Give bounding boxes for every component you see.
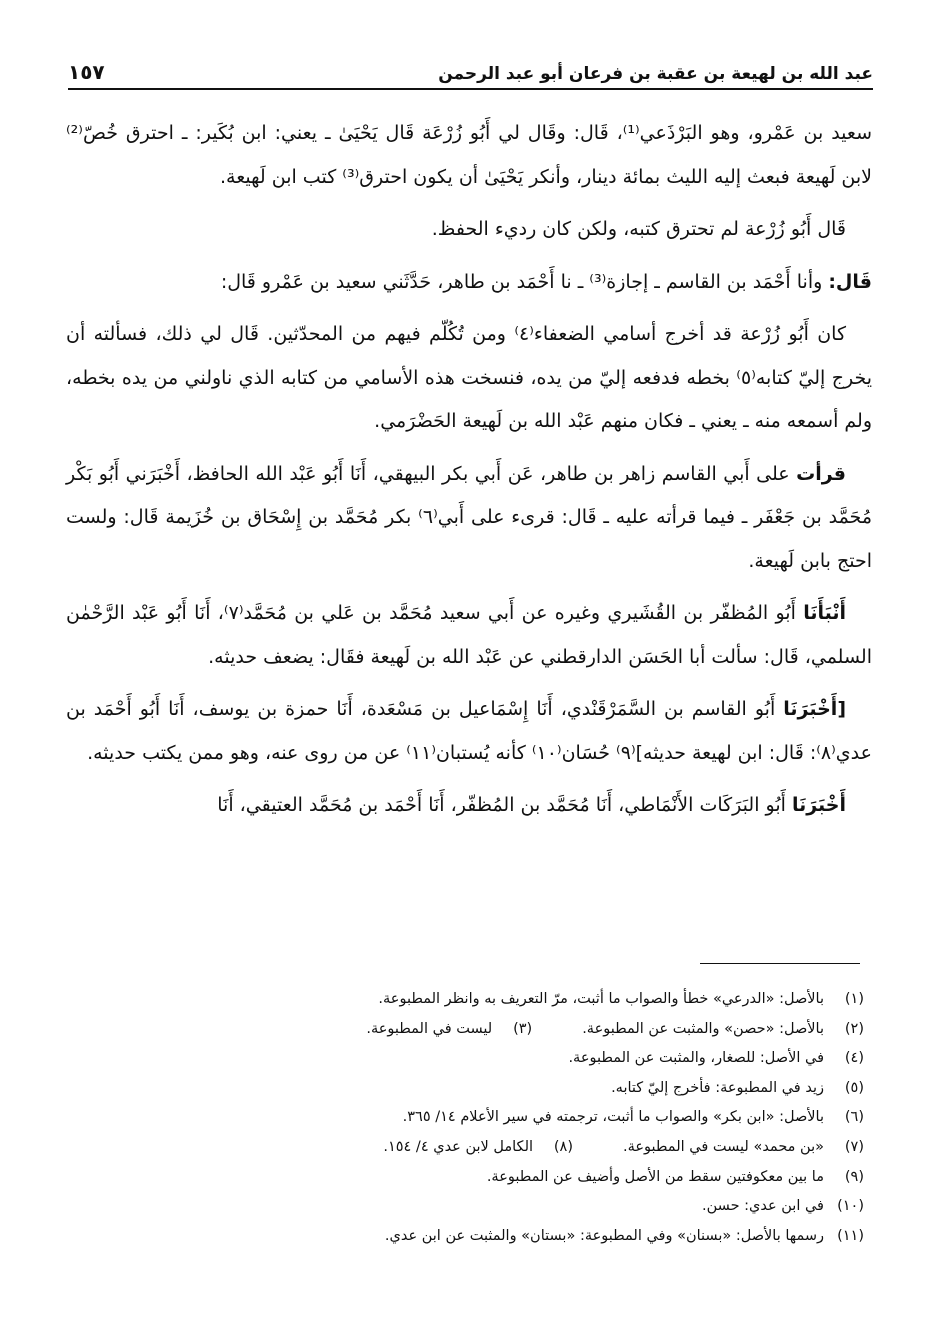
footnotes (150, 985, 864, 1251)
paragraph-6 (66, 592, 872, 679)
paragraph-3-text: وأنا أَحْمَد بن القاسم ـ إجازة⁽³⁾ ـ نا أَحْمَد بن طاهر، حَدَّثَني سعيد بن عَمْرو قَال: (220, 270, 829, 293)
page-header (68, 52, 873, 84)
footnote-number: (٨) (553, 1138, 574, 1155)
footnote-11 (150, 1222, 864, 1252)
footnote-separator (700, 963, 860, 964)
footnote-text: في ابن عدي: حسن. (702, 1198, 824, 1215)
paragraph-5-text: على أَبي القاسم زاهر بن طاهر، عَن أَبي بكر البيهقي، أَنَا أَبُو عَبْد الله الحافظ، أَخْبَرَني أَبُو بَكْر مُحَمَّد بن جَعْفَر ـ فيما قرأته عليه ـ قَال: قرىء على أَبي⁽٦⁾ بكر مُحَمَّد بن إِسْحَاق بن خُزَيمة قَال: ولست احتج بابن لَهيعة. (66, 462, 872, 572)
footnote-9 (150, 1163, 864, 1193)
footnote-number: (١١) (837, 1227, 864, 1244)
footnote-2 (150, 1015, 864, 1045)
main-text (66, 112, 872, 837)
footnote-number: (٢) (844, 1020, 864, 1037)
footnote-number: (٣) (513, 1020, 533, 1037)
footnote-text: بالأصل: «الدرعي» خطأ والصواب ما أثبت، مرّ التعريف به وانظر المطبوعة. (378, 991, 824, 1007)
footnote-text: «بن محمد» ليست في المطبوعة. (623, 1138, 824, 1155)
paragraph-8-text: أَبُو البَرَكَات الأَنْمَاطي، أَنَا مُحَمَّد بن المُظفّر، أَنَا أَحْمَد بن مُحَمَّد العتيقي، أَنَا (217, 794, 792, 816)
paragraph-5 (66, 453, 872, 584)
footnote-number: (٧) (844, 1138, 864, 1155)
paragraph-3 (66, 261, 872, 305)
footnote-5 (150, 1074, 864, 1104)
footnote-10 (150, 1192, 864, 1222)
footnote-number: (٩) (844, 1168, 864, 1185)
paragraph-7-text: أَبُو القاسم بن السَّمَرْقَنْدي، أَنَا إِسْمَاعيل بن مَسْعَدة، أَنَا حمزة بن يوسف، أَنَا أَبُو أَحْمَد بن عدي⁽٨⁾: قَال: ابن لهيعة حديثه]⁽٩⁾ حُسَان⁽١٠⁾ كأنه يُستبان⁽١١⁾ عن من روى عنه، وهو ممن يكتب حديثه. (66, 698, 872, 764)
footnote-6 (150, 1103, 864, 1133)
paragraph-7-lead: [أَخْبَرَنَا (783, 698, 846, 720)
paragraph-1: سعيد بن عَمْرو، وهو البَرْذَعي⁽¹⁾، قَال: وقَال لي أَبُو زُرْعَة قَال يَحْيَىٰ ـ يعني: ابن بُكَير: ـ احترق خُصّ⁽²⁾ لابن لَهيعة فبعث إليه الليث بمائة دينار، وأنكر يَحْيَىٰ أن يكون احترق⁽³⁾ كتب ابن لَهيعة. (66, 122, 872, 188)
footnote-number: (١٠) (837, 1198, 864, 1215)
footnote-text: زيد في المطبوعة: فأخرج إليّ كتابه. (611, 1079, 824, 1096)
paragraph-5-lead: قرأت (796, 462, 846, 485)
footnote-text: في الأصل: للصغار، والمثبت عن المطبوعة. (568, 1050, 824, 1067)
footnote-7 (150, 1133, 864, 1163)
paragraph-7 (66, 688, 872, 775)
paragraph-6-lead: أَنْبَأَنَا (803, 602, 847, 624)
footnote-number: (١) (844, 991, 864, 1007)
paragraph-8 (66, 784, 872, 828)
paragraph-4: كان أَبُو زُرْعة قد أخرج أسامي الضعفاء⁽٤⁾ ومن تُكُلّم فيهم من المحدّثين. قَال لي ذلك، فسألته أن يخرج إليّ كتابه⁽٥⁾ بخطه فدفعه إليّ من يده، فنسخت هذه الأسامي من كتابه الذي ناولني من يده بخطه، ولم أسمعه منه ـ يعني ـ فكان منهم عَبْد الله بن لَهيعة الحَضْرَمي. (66, 323, 872, 432)
footnote-text: رسمها بالأصل: «بسنان» وفي المطبوعة: «بستان» والمثبت عن ابن عدي. (384, 1227, 824, 1244)
footnote-text: الكامل لابن عدي ٤/ ١٥٤. (383, 1138, 534, 1155)
running-title: عبد الله بن لهيعة بن عقبة بن فرعان أبو عبد الرحمن (438, 64, 873, 84)
paragraph-2: قَال أَبُو زُرْعة لم تحترق كتبه، ولكن كان رديء الحفظ. (431, 218, 846, 240)
footnote-number: (٤) (844, 1050, 864, 1067)
footnote-text: ليست في المطبوعة. (366, 1020, 493, 1037)
footnote-number: (٦) (844, 1109, 864, 1126)
header-rule (68, 88, 873, 90)
paragraph-3-lead: قَال: (828, 270, 872, 293)
paragraph-8-lead: أَخْبَرَنَا (791, 794, 846, 816)
footnote-4 (150, 1044, 864, 1074)
footnote-1 (150, 985, 864, 1015)
footnote-text: بالأصل: «ابن بكر» والصواب ما أثبت، ترجمته في سير الأعلام ١٤/ ٣٦٥. (402, 1109, 824, 1126)
paragraph-6-text: أَبُو المُظفّر بن القُشَيري وغيره عن أَبي سعيد مُحَمَّد بن عَلي بن مُحَمَّد⁽٧⁾، أَنَا أَبُو عَبْد الرَّحْمٰن السلمي، قَال: سألت أبا الحَسَن الدارقطني عن عَبْد الله بن لَهيعة فقَال: يضعف حديثه. (66, 602, 872, 668)
footnote-text: ما بين معكوفتين سقط من الأصل وأضيف عن المطبوعة. (486, 1168, 824, 1185)
footnote-text: بالأصل: «حصن» والمثبت عن المطبوعة. (582, 1020, 824, 1037)
page-number: ١٥٧ (68, 60, 105, 84)
footnote-number: (٥) (844, 1079, 864, 1096)
